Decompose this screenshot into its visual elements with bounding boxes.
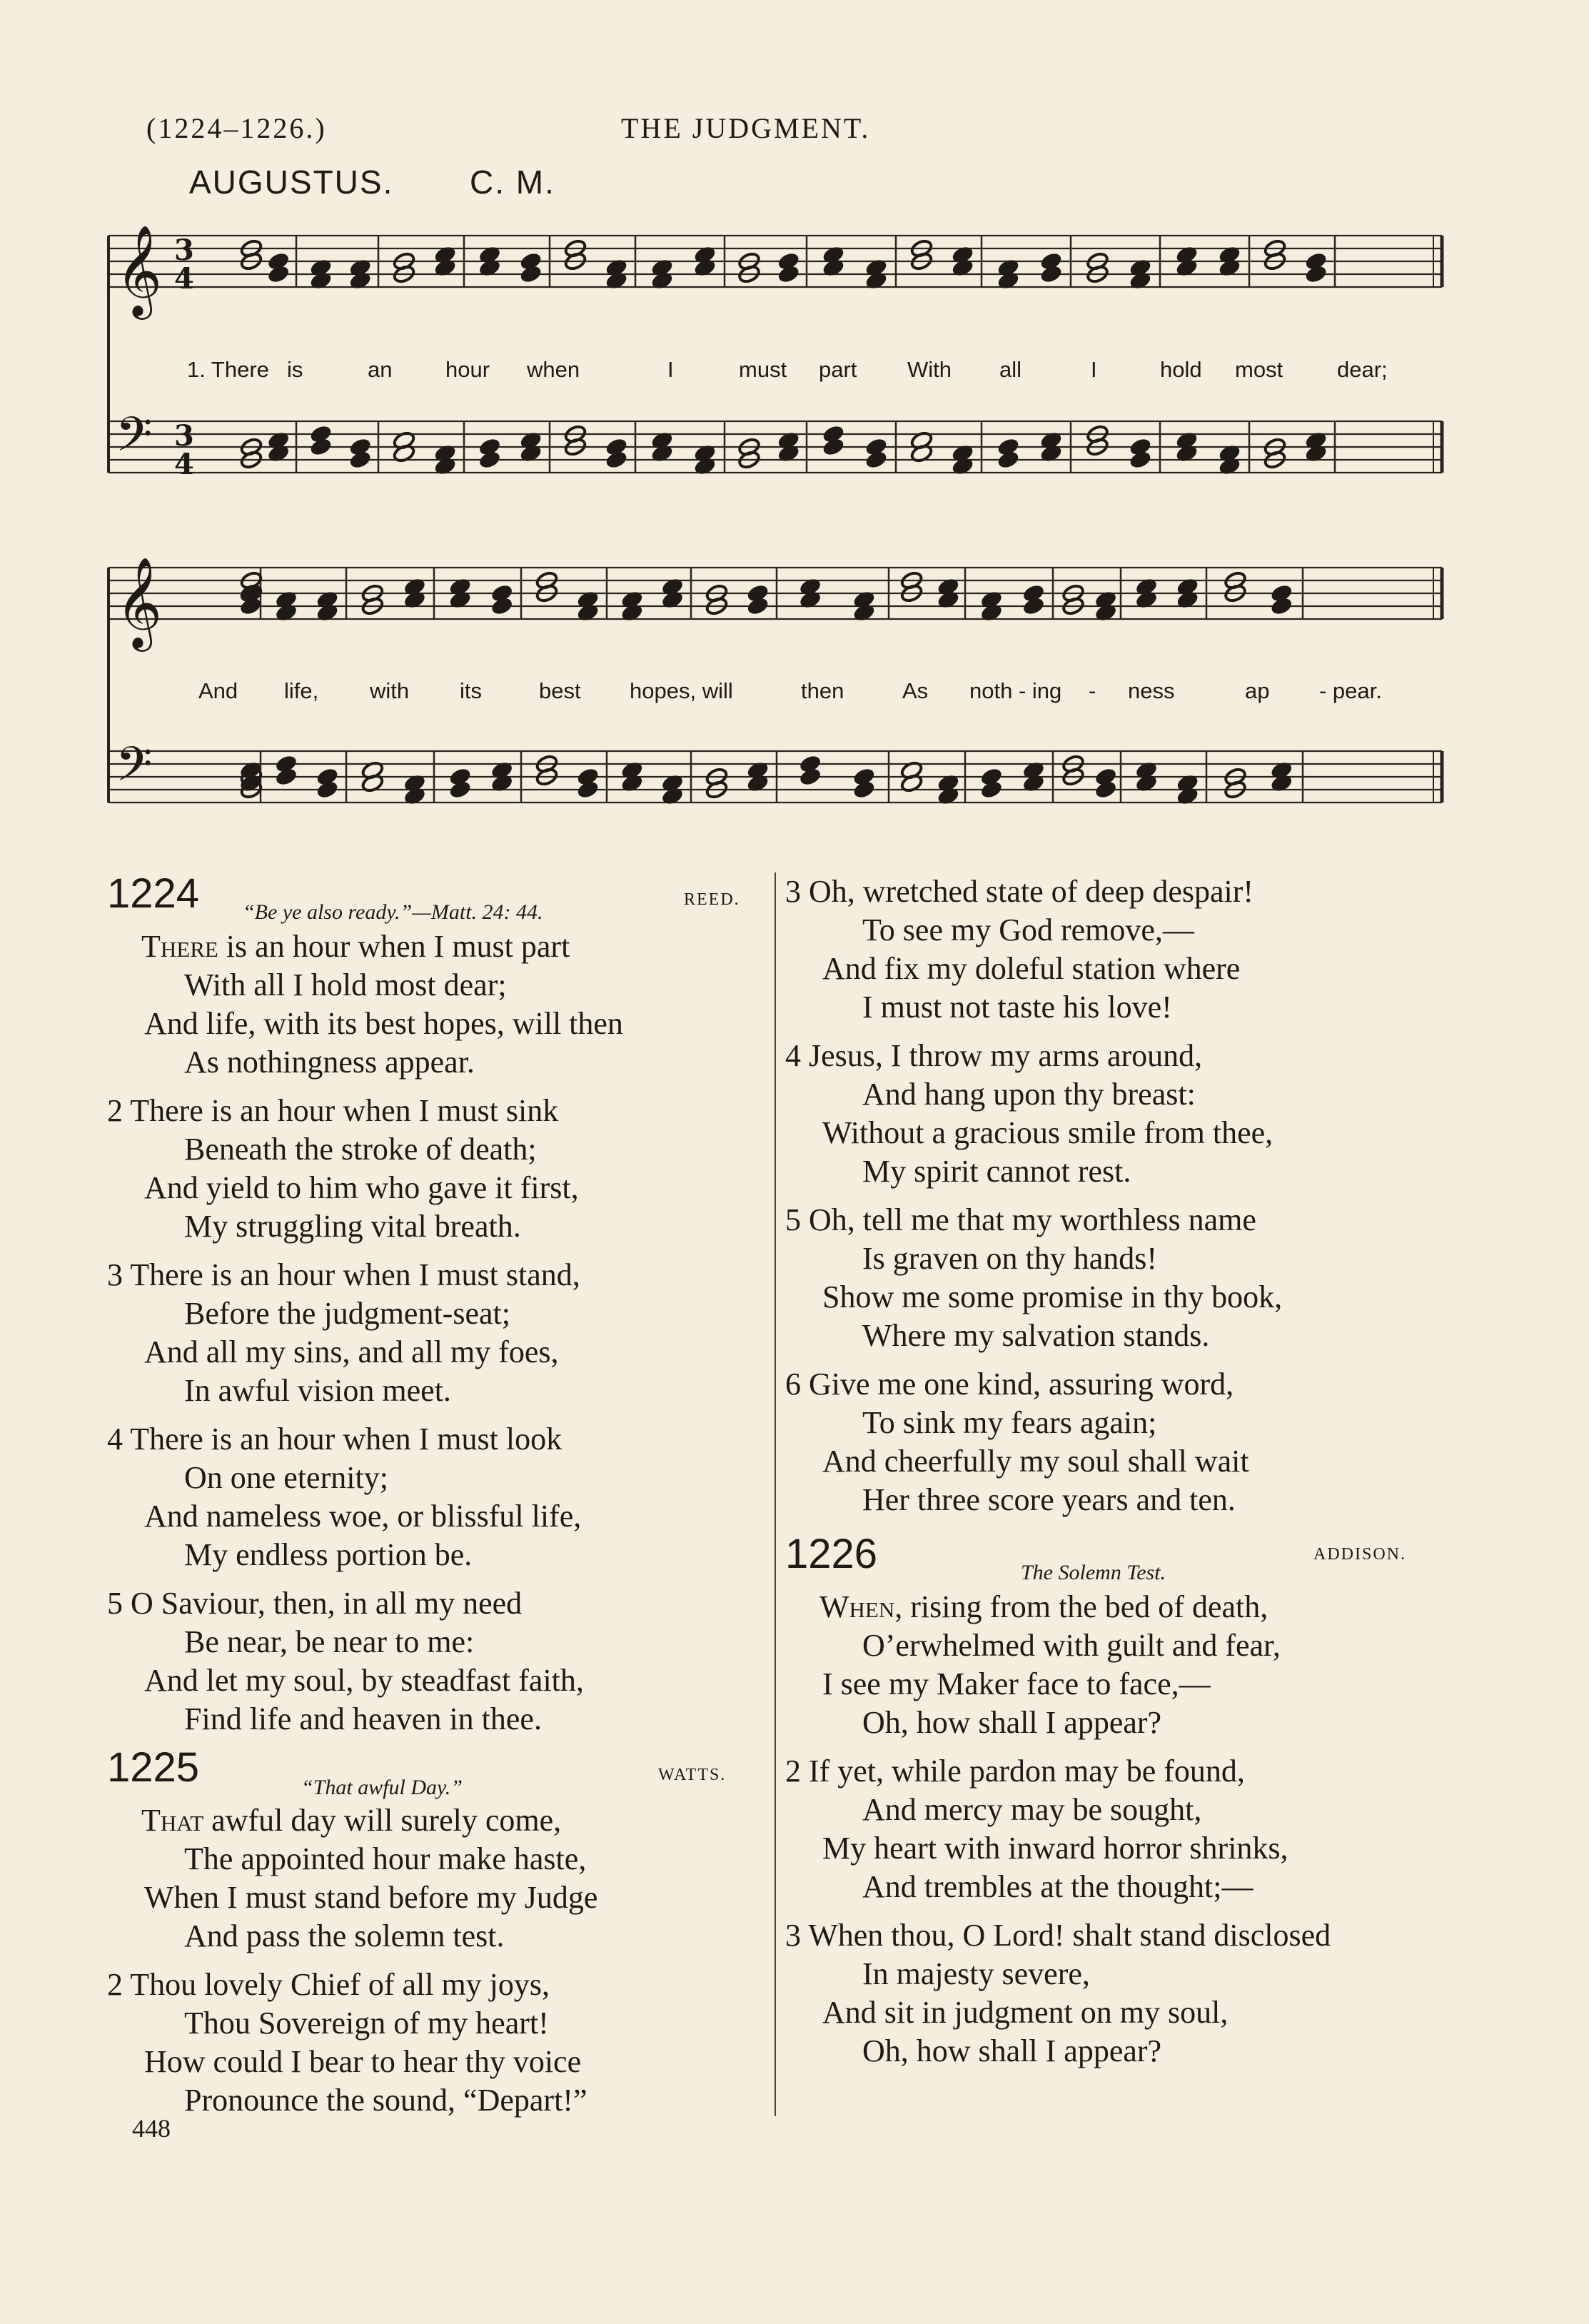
svg-text:4: 4 xyxy=(174,262,194,296)
lyric-syllable: its xyxy=(460,678,482,703)
verse-line: And hang upon thy breast: xyxy=(862,1077,1196,1112)
verse-line: Beneath the stroke of death; xyxy=(184,1132,537,1167)
stanza xyxy=(785,1201,1499,1355)
verse-line: On one eternity; xyxy=(184,1460,388,1495)
verse-line: 6 Give me one kind, assuring word, xyxy=(785,1367,1234,1402)
verse-line: Is graven on thy hands! xyxy=(862,1241,1158,1276)
stanza xyxy=(107,1256,750,1410)
lyric-syllable: then xyxy=(801,678,844,703)
hymn-author: ADDISON. xyxy=(1313,1545,1406,1564)
verse-line: As nothingness appear. xyxy=(184,1045,475,1080)
stanza xyxy=(785,1752,1499,1906)
verse-line: And nameless woe, or blissful life, xyxy=(144,1499,582,1534)
verse-line: And trembles at the thought;— xyxy=(862,1869,1253,1904)
verse-line: 3 Oh, wretched state of deep despair! xyxy=(785,874,1254,909)
lyric-syllable: I xyxy=(667,357,674,382)
lyric-syllable: best xyxy=(539,678,581,703)
lyric-syllable: With xyxy=(907,357,952,382)
verse-line: And let my soul, by steadfast faith, xyxy=(144,1663,584,1698)
first-line-rest: , rising from the bed of death, xyxy=(894,1589,1268,1624)
verse-line: Without a gracious smile from thee, xyxy=(822,1115,1273,1150)
verse-line: And fix my doleful station where xyxy=(822,951,1241,986)
svg-text:𝄢: 𝄢 xyxy=(116,737,153,803)
verse-line: O’erwhelmed with guilt and fear, xyxy=(862,1628,1281,1663)
hymn-epigraph: “Be ye also ready.”—Matt. 24: 44. xyxy=(243,900,543,924)
column-divider xyxy=(775,872,776,2116)
verse-line: 4 Jesus, I throw my arms around, xyxy=(785,1038,1203,1073)
svg-text:3: 3 xyxy=(174,233,194,267)
first-word: When xyxy=(819,1589,895,1624)
verse-line: The appointed hour make haste, xyxy=(184,1841,587,1876)
lyric-syllable: And xyxy=(198,678,238,703)
lyric-syllable: when xyxy=(527,357,580,382)
stanza xyxy=(785,1916,1499,2071)
lyric-syllable: dear; xyxy=(1337,357,1388,382)
lyric-syllable: all xyxy=(999,357,1022,382)
lyric-syllable: - xyxy=(1089,678,1096,703)
verse-line: Be near, be near to me: xyxy=(184,1624,475,1659)
verse-line: 3 There is an hour when I must stand, xyxy=(107,1257,580,1292)
verse-line: Thou Sovereign of my heart! xyxy=(184,2006,549,2041)
verse-line: In majesty severe, xyxy=(862,1956,1090,1991)
verse-line: 3 When thou, O Lord! shalt stand disclosed xyxy=(785,1918,1331,1953)
lyric-syllable: As xyxy=(902,678,929,703)
hymn-author: WATTS. xyxy=(658,1766,727,1784)
svg-text:𝄢: 𝄢 xyxy=(116,407,153,473)
verse-line: Oh, how shall I appear? xyxy=(862,2033,1162,2068)
hymn-number: 1225 xyxy=(107,1744,200,1791)
lyric-syllable: noth - ing xyxy=(969,678,1062,703)
first-line-rest: awful day will surely come, xyxy=(203,1803,562,1838)
tune-name: AUGUSTUS. xyxy=(189,164,394,201)
verse-line: I must not taste his love! xyxy=(862,990,1172,1025)
verse-line: 5 Oh, tell me that my worthless name xyxy=(785,1202,1256,1237)
verse-line: And sit in judgment on my soul, xyxy=(822,1995,1229,2030)
lyric-syllable: an xyxy=(368,357,393,382)
verse-line: My spirit cannot rest. xyxy=(862,1154,1131,1189)
stanza xyxy=(107,1584,750,1739)
verse-line: My endless portion be. xyxy=(184,1537,473,1572)
verse-line: And yield to him who gave it first, xyxy=(144,1170,579,1205)
verse-line xyxy=(785,1588,1499,1626)
hymn-epigraph: The Solemn Test. xyxy=(1021,1561,1166,1584)
verse-line: 4 There is an hour when I must look xyxy=(107,1422,563,1457)
lyric-syllable: life, xyxy=(284,678,319,703)
verse-line: And mercy may be sought, xyxy=(862,1792,1202,1827)
stanza xyxy=(107,1801,750,1956)
verse-line: Find life and heaven in thee. xyxy=(184,1701,542,1736)
lyric-syllable: - pear. xyxy=(1319,678,1382,703)
lyric-syllable: ness xyxy=(1128,678,1175,703)
first-line-rest: is an hour when I must part xyxy=(218,929,570,964)
page-range: (1224–1226.) xyxy=(146,112,327,144)
lyric-syllable: most xyxy=(1235,357,1283,382)
verse-line: 5 O Saviour, then, in all my need xyxy=(107,1586,523,1621)
verse-line: To sink my fears again; xyxy=(862,1405,1157,1440)
hymn-epigraph: “That awful Day.” xyxy=(301,1776,463,1799)
verse-line: Show me some promise in thy book, xyxy=(822,1279,1283,1314)
section-title: THE JUDGMENT. xyxy=(621,112,871,144)
verse-line: 2 There is an hour when I must sink xyxy=(107,1093,559,1128)
stanza xyxy=(785,1365,1499,1519)
verse-line: And pass the solemn test. xyxy=(184,1918,505,1953)
page-number: 448 xyxy=(132,2114,171,2143)
lyric-syllable: must xyxy=(739,357,787,382)
verse-line: My struggling vital breath. xyxy=(184,1209,521,1244)
hymn-number: 1224 xyxy=(107,870,200,917)
hymn-1225-text-left xyxy=(107,1801,750,2120)
verse-line: When I must stand before my Judge xyxy=(144,1880,598,1915)
music-score xyxy=(0,0,1589,857)
svg-text:𝄞: 𝄞 xyxy=(116,224,163,316)
hymn-1225-header xyxy=(107,1744,750,1801)
lyric-syllable: hour xyxy=(445,357,490,382)
lyric-syllable: is xyxy=(287,357,303,382)
lyric-syllable: with xyxy=(370,678,410,703)
verse-line: With all I hold most dear; xyxy=(184,967,507,1002)
hymn-number: 1226 xyxy=(785,1531,878,1577)
stanza xyxy=(785,1588,1499,1742)
right-column xyxy=(785,872,1499,2081)
verse-line: 2 Thou lovely Chief of all my joys, xyxy=(107,1967,550,2002)
verse-line xyxy=(107,1801,750,1840)
first-word: That xyxy=(141,1803,204,1838)
verse-line: And life, with its best hopes, will then xyxy=(144,1006,623,1041)
svg-text:4: 4 xyxy=(174,448,194,481)
verse-line: Her three score years and ten. xyxy=(862,1482,1236,1517)
stanza xyxy=(107,1966,750,2120)
lyric-syllable: I xyxy=(1091,357,1097,382)
stanza xyxy=(785,1037,1499,1191)
hymn-author: REED. xyxy=(684,890,740,909)
lyric-syllable: 1. There xyxy=(187,357,269,382)
lyric-syllable: hopes, will xyxy=(630,678,733,703)
lyric-syllable: ap xyxy=(1245,678,1270,703)
verse-line: In awful vision meet. xyxy=(184,1373,451,1408)
stanza xyxy=(785,872,1499,1027)
hymn-1224-header xyxy=(107,870,750,927)
verse-line: 2 If yet, while pardon may be found, xyxy=(785,1754,1245,1789)
verse-line xyxy=(107,927,750,966)
verse-line: Oh, how shall I appear? xyxy=(862,1705,1162,1740)
verse-line: I see my Maker face to face,— xyxy=(822,1666,1211,1701)
left-column xyxy=(107,870,750,2130)
hymn-1226-header xyxy=(785,1531,1499,1588)
first-word: There xyxy=(141,929,218,964)
lyric-syllable: hold xyxy=(1160,357,1202,382)
stanza xyxy=(107,1092,750,1246)
tune-meter: C. M. xyxy=(470,164,555,201)
verse-line: And cheerfully my soul shall wait xyxy=(822,1444,1249,1479)
lyric-syllable: part xyxy=(819,357,857,382)
svg-text:𝄞: 𝄞 xyxy=(116,556,163,648)
hymn-1225-text-right xyxy=(785,872,1499,1519)
hymn-1226-text xyxy=(785,1588,1499,2071)
svg-text:3: 3 xyxy=(174,419,194,453)
verse-line: Before the judgment-seat; xyxy=(184,1296,510,1331)
verse-line: Where my salvation stands. xyxy=(862,1318,1210,1353)
stanza xyxy=(107,1420,750,1574)
stanza xyxy=(107,927,750,1082)
verse-line: My heart with inward horror shrinks, xyxy=(822,1831,1288,1866)
verse-line: To see my God remove,— xyxy=(862,912,1194,947)
verse-line: And all my sins, and all my foes, xyxy=(144,1334,559,1369)
verse-line: Pronounce the sound, “Depart!” xyxy=(184,2083,587,2118)
hymn-1224-text xyxy=(107,927,750,1739)
verse-line: How could I bear to hear thy voice xyxy=(144,2044,582,2079)
